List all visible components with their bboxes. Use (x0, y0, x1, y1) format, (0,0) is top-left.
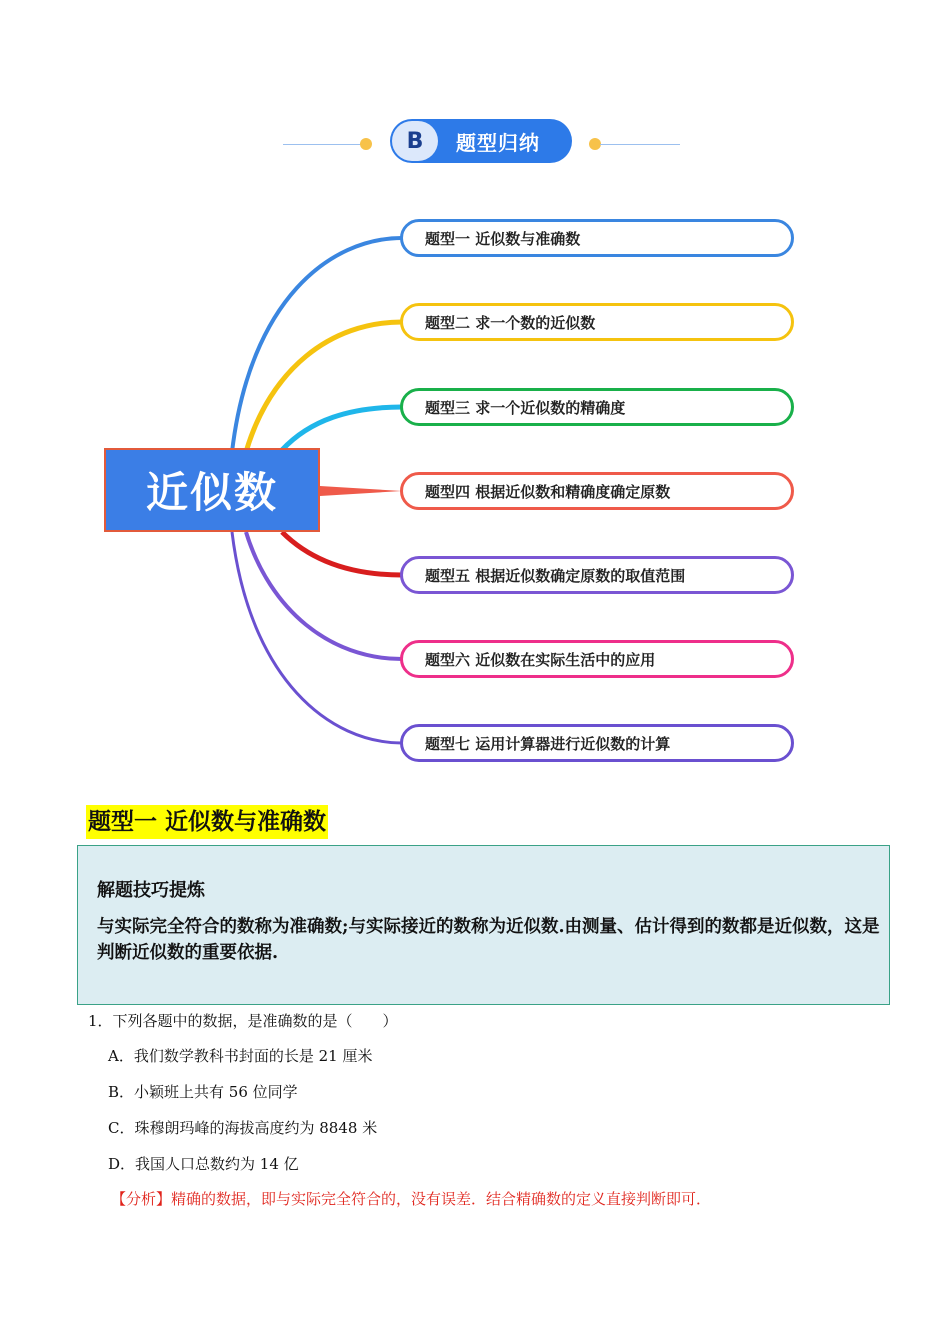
branch-type-3: 题型三 求一个近似数的精确度 (400, 388, 794, 426)
section-title: 题型一 近似数与准确数 (86, 805, 328, 839)
option-d: D．我国人口总数约为 14 亿 (108, 1155, 299, 1173)
branch-type-5: 题型五 根据近似数确定原数的取值范围 (400, 556, 794, 594)
mindmap-center-node (104, 448, 320, 532)
branch-type-6: 题型六 近似数在实际生活中的应用 (400, 640, 794, 678)
tip-box (77, 845, 890, 1005)
analysis-text: 【分析】精确的数据，即与实际完全符合的，没有误差．结合精确数的定义直接判断即可． (111, 1190, 712, 1208)
branch-type-2: 题型二 求一个数的近似数 (400, 303, 794, 341)
badge-title: 题型归纳 (456, 130, 540, 155)
branch-type-1: 题型一 近似数与准确数 (400, 219, 794, 257)
branch-type-7: 题型七 运用计算器进行近似数的计算 (400, 724, 794, 762)
mindmap-center-label: 近似数 (145, 468, 278, 517)
tip-heading: 解题技巧提炼 (97, 880, 205, 901)
branch-type-4: 题型四 根据近似数和精确度确定原数 (400, 472, 794, 510)
badge-letter: B (392, 121, 438, 161)
tip-body: 与实际完全符合的数称为准确数;与实际接近的数称为近似数.由测量、估计得到的数都是近似数，这是判断近似数的重要依据. (97, 917, 880, 963)
option-a: A．我们数学教科书封面的长是 21 厘米 (108, 1047, 373, 1065)
option-b: B．小颖班上共有 56 位同学 (108, 1083, 298, 1101)
question-stem: 1．下列各题中的数据，是准确数的是（ ） (88, 1012, 398, 1030)
option-c: C．珠穆朗玛峰的海拔高度约为 8848 米 (108, 1119, 378, 1137)
